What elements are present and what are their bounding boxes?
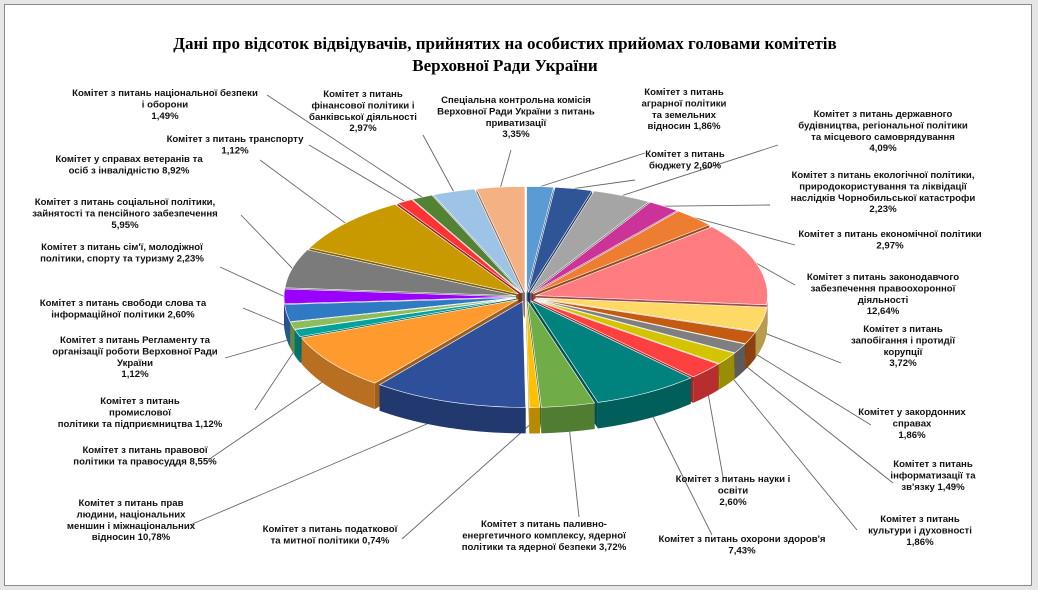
pie-chart (5, 5, 1031, 585)
slice-label-1: Комітет з питань аграрної політики та земельних відносин 1,86% (641, 87, 727, 133)
slice-label-5: Комітет з питань економічної політики 2,97% (798, 229, 982, 252)
slice-label-10: Комітет з питань культури і духовності 1,86% (868, 514, 972, 548)
slice-label-24: Комітет з питань національної безпеки і оборони 1,49% (72, 88, 258, 122)
slice-label-3: Комітет з питань державного будівництва, регіональної політики та місцевого самоврядування 4,09% (798, 109, 968, 155)
slice-label-20: Комітет з питань сім'ї, молодіжної політики, спорту та туризму 2,23% (40, 242, 204, 265)
leader-line-7 (763, 332, 841, 363)
leader-line-26 (501, 150, 511, 187)
slice-label-16: Комітет з питань правової політики та правосуддя 8,55% (73, 445, 217, 468)
slice-label-19: Комітет з питань свободи слова та інформаційної політики 2,60% (39, 298, 207, 321)
leader-line-13 (568, 419, 579, 517)
leader-line-21 (241, 215, 292, 268)
slice-label-25: Комітет з питань фінансової політики і банківської діяльності 2,97% (309, 89, 417, 135)
leader-line-18 (225, 339, 292, 358)
chart-frame (4, 4, 1032, 586)
leader-line-22 (260, 160, 346, 223)
slice-label-23: Комітет з питань транспорту 1,12% (166, 134, 304, 157)
slice-label-11: Комітет з питань науки і освіти 2,60% (675, 474, 791, 508)
slice-label-21: Комітет з питань соціальної політики, зайнятості та пенсійного забезпечення 5,95% (32, 197, 218, 231)
slice-label-7: Комітет з питань запобігання і протидії корупції 3,72% (850, 324, 956, 370)
leader-line-19 (243, 308, 287, 326)
slice-label-15: Комітет з питань прав людини, національних меншин і міжнаціональних відносин 10,78% (66, 498, 196, 544)
slice-label-22: Комітет у справах ветеранів та осіб з інвалідністю 8,92% (55, 154, 203, 177)
leader-line-25 (423, 135, 454, 191)
slice-label-6: Комітет з питань законодавчого забезпечення правоохоронної діяльності 12,64% (806, 272, 960, 318)
leader-line-2 (574, 180, 635, 189)
leader-line-4 (664, 205, 770, 206)
leader-line-8 (751, 351, 871, 425)
slice-label-14: Комітет з питань податкової та митної політики 0,74% (262, 524, 398, 547)
pie-slices (284, 186, 768, 433)
leader-line-12 (647, 406, 712, 535)
chart-title-line-1: Дані про відсоток відвідувачів, прийнятих на особистих прийомах головами комітетів (173, 34, 837, 53)
leader-line-1 (540, 153, 645, 187)
leader-line-16 (211, 376, 331, 458)
leader-line-20 (220, 267, 284, 296)
slice-label-17: Комітет з питань промислової політики та підприємництва 1,12% (57, 396, 223, 430)
slice-label-12: Комітет з питань охорони здоров'я 7,43% (658, 534, 826, 557)
chart-title-line-2: Верховної Ради України (412, 56, 598, 75)
slice-label-26: Спеціальна контрольна комісія Верховної Ради України з питань приватизації 3,35% (437, 95, 595, 141)
slice-label-4: Комітет з питань екологічної політики, природокористування та ліквідації наслідків Чорнобильської катастрофи 2,23% (790, 170, 976, 216)
slice-label-2: Комітет з питань бюджету 2,60% (645, 149, 725, 172)
leader-line-9 (740, 362, 893, 483)
leader-line-15 (190, 415, 448, 525)
slice-label-18: Комітет з питань Регламенту та організації роботи Верховної Ради України 1,12% (52, 335, 218, 381)
leader-line-17 (255, 346, 297, 410)
leader-line-23 (309, 145, 405, 201)
slice-label-8: Комітет у закордонних справах 1,86% (858, 407, 966, 441)
leader-line-11 (706, 384, 723, 477)
slice-label-13: Комітет з питань паливно-енергетичного комплексу, ядерної політики та ядерної безпеки 3,72% (461, 519, 627, 553)
slice-label-9: Комітет з питань інформатизації та зв'язку 1,49% (890, 459, 976, 493)
